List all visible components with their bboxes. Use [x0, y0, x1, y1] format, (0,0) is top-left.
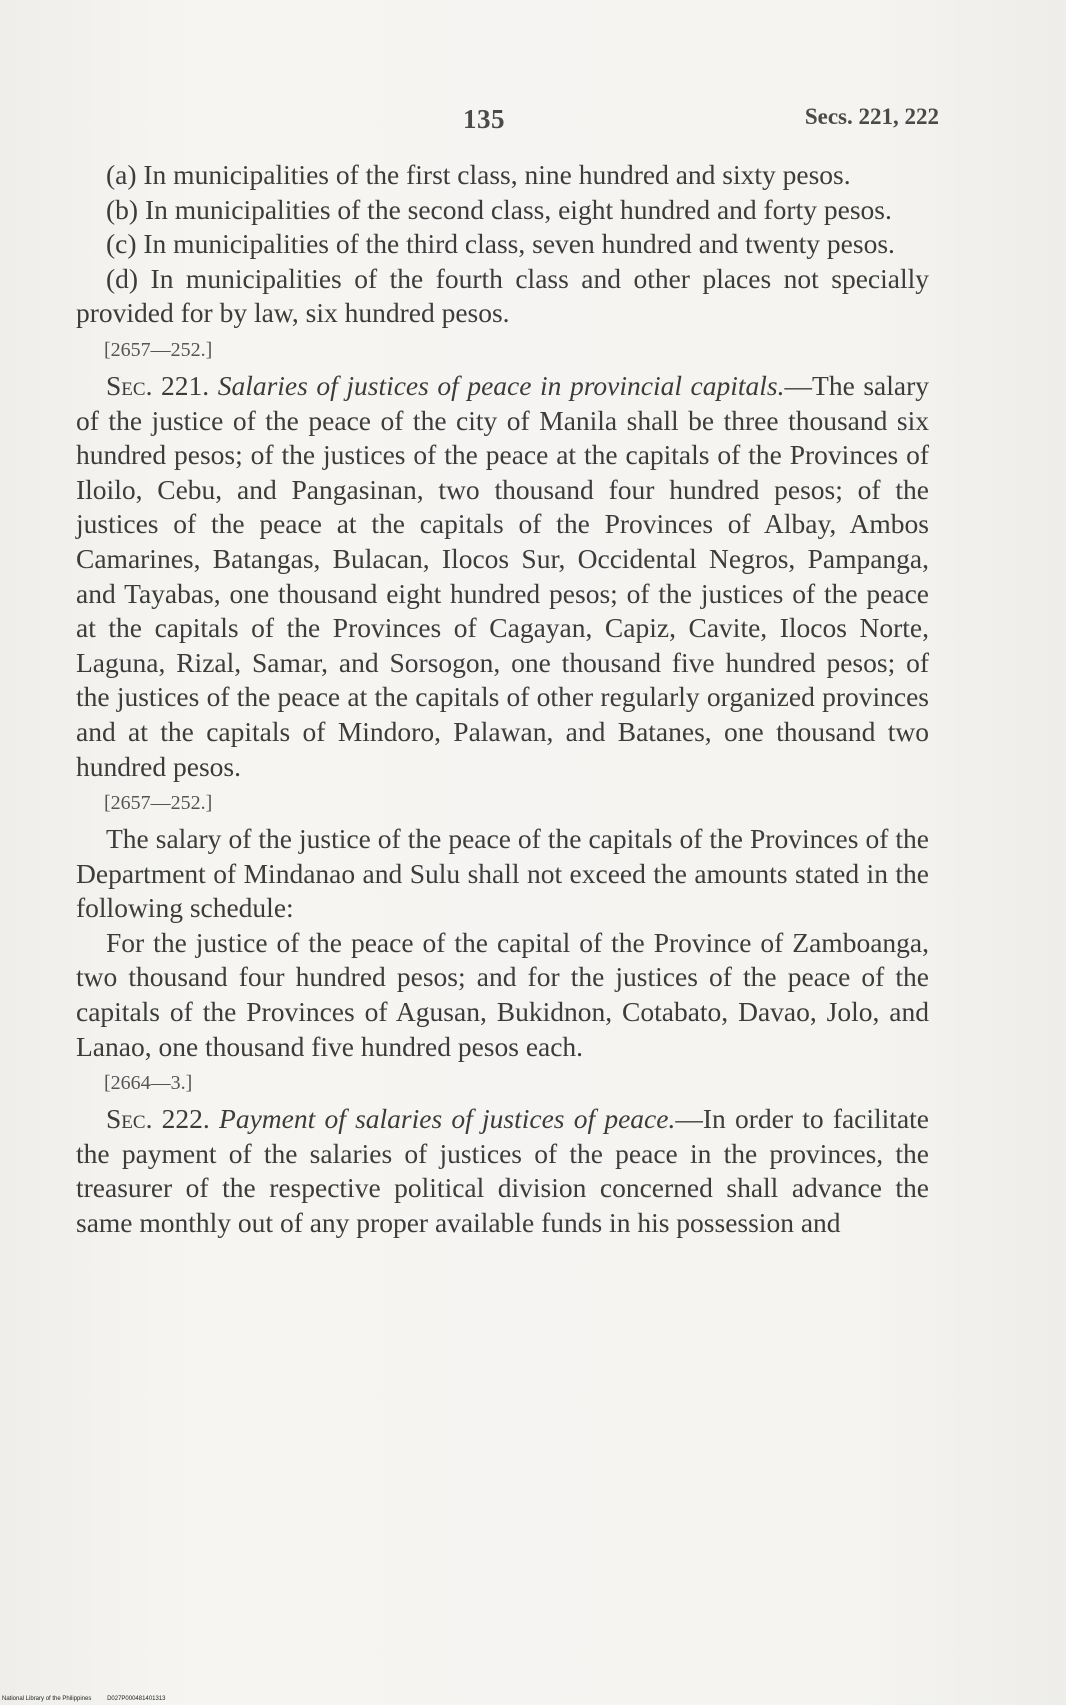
paragraph-zamboanga: For the justice of the peace of the capital of the Province of Zamboanga, two thousand four hundred pesos; and for the justices of the peace of the capitals of the Provinces of Agusan, Bukidnon, Cotabato, Davao, Jolo, and Lanao, one thousand five hundred pesos each. [76, 926, 929, 1062]
page-number: 135 [463, 104, 505, 134]
paragraph-d: (d) In municipalities of the fourth class and other places not specially provided for by law, six hundred pesos. [76, 262, 929, 329]
paragraph-a: (a) In municipalities of the first class, nine hundred and sixty pesos. [106, 159, 851, 190]
section-title: Salaries of justices of peace in provincial capitals. [217, 369, 785, 401]
body-text [76, 158, 929, 1241]
section-text: —The salary of the justice of the peace of the city of Manila shall be three thousand six hundred pesos; of the justices of the peace at the capitals of the Provinces of Iloilo, Cebu, and Pangasinan, two thousand four hundred pesos; of the justices of the peace at the capitals of the Provinces of Albay, Ambos Camarines, Batangas, Bulacan, Ilocos Sur, Occidental Negros, Pampanga, and Tayabas, one thousand eight hundred pesos; of the justices of the peace at the capitals of the Provinces of Cagayan, Capiz, Cavite, Ilocos Norte, Laguna, Rizal, Samar, and Sorsogon, one thousand five hundred pesos; of the justices of the peace at the capitals of other regularly organized provinces and at the capitals of Mindoro, Palawan, and Batanes, one thousand two hundred pesos. [76, 369, 929, 782]
section-221 [76, 369, 929, 784]
citation-ref: [2657—252.] [104, 792, 213, 815]
library-credit: National Library of the Philippines [2, 1696, 92, 1702]
paragraph-mindanao: The salary of the justice of the peace of the capitals of the Provinces of the Department of Mindanao and Sulu shall not exceed the amounts stated in the following schedule: [76, 823, 929, 924]
scan-code: D027P000481401313 [107, 1696, 166, 1702]
citation-ref: [2664—3.] [104, 1072, 193, 1095]
section-label: Sec. 221. [106, 369, 210, 401]
scan-footer [2, 1696, 179, 1702]
paragraph-b: (b) In municipalities of the second class, eight hundred and forty pesos. [106, 193, 892, 225]
paragraph-c: (c) In municipalities of the third class, seven hundred and twenty pesos. [106, 228, 895, 260]
section-title: Payment of salaries of justices of peace. [219, 1103, 676, 1135]
section-222 [76, 1102, 929, 1240]
running-head: Secs. 221, 222 [804, 104, 939, 129]
section-label: Sec. 222. [106, 1103, 210, 1135]
citation-ref: [2657—252.] [104, 338, 213, 361]
section-text: —In order to facilitate the payment of the salaries of justices of the peace in the provinces, the treasurer of the respective political division concerned shall advance the same monthly out of any proper available funds in his possession and [76, 1103, 929, 1239]
